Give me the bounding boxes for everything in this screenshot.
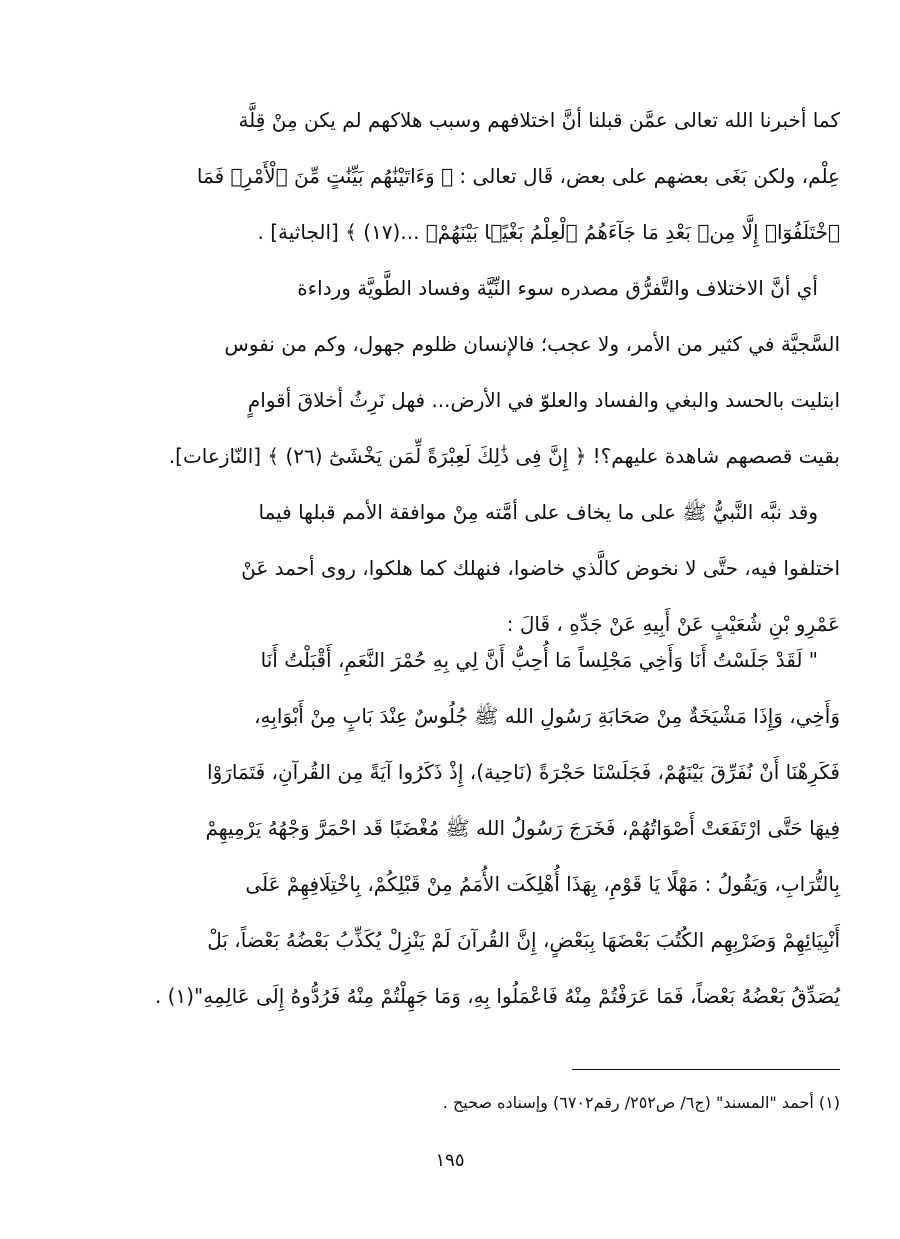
footnote-separator <box>572 1069 840 1070</box>
paragraph-line: وقد نبَّه النَّبيُّ ﷺ على ما يخاف على أمَّته مِنْ موافقة الأمم قبلها فيما <box>258 500 818 524</box>
paragraph-hadith-text <box>120 632 840 1024</box>
paragraph-line: أَنْبِيَائِهِمْ وَضَرْبِهِم الكُتُبَ بَعْضَهَا بِبَعْضٍ، إِنَّ القُرآنَ لَمْ يَنْزِلْ يُكَذِّبُ بَعْضُهُ بَعْضاً، بَلْ <box>207 928 840 952</box>
paragraph-line: اختلفوا فيه، حتَّى لا نخوض كالَّذي خاضوا، فنهلك كما هلكوا، روى أحمد عَنْ <box>241 556 840 580</box>
page-number: ١٩٥ <box>435 1150 465 1171</box>
paragraph-hadith-intro <box>120 484 840 652</box>
paragraph-line: عِلْم، ولكن بَغَى بعضهم على بعض، قَال تعالى : ﴿ وَءَاتَيْنَٰهُم بَيِّنَٰتٍ مِّنَ ٱلْأَمْرِۖ فَمَا <box>196 164 840 188</box>
paragraph-line: بقيت قصصهم شاهدة عليهم؟! ﴿ إِنَّ فِى ذَٰلِكَ لَعِبْرَةً لِّمَن يَخْشَىٰٓ (٢٦) ﴾ [النّازعات]. <box>168 444 840 468</box>
paragraph-line: يُصَدِّقُ بَعْضُهُ بَعْضاً، فَمَا عَرَفْتُمْ مِنْهُ فَاعْمَلُوا بِهِ، وَمَا جَهِلْتُمْ مِنْهُ فَرُدُّوهُ إِلَى عَالِمِهِ"(١) . <box>154 984 840 1008</box>
paragraph-line: بِالتُّرَابِ، وَيَقُولُ : مَهْلًا يَا قَوْمِ، بِهَذَا أُهْلِكَت الأُمَمُ مِنْ قَبْلِكُمْ، بِاخْتِلَافِهِمْ عَلَى <box>245 872 840 896</box>
footnote: (١) أحمد "المسند" (ج٦/ ص٢٥٢/ رقم٦٧٠٢) وإسناده صحيح . <box>442 1093 840 1112</box>
paragraph-line: وَأَخِي، وَإِذَا مَشْيَخَةٌ مِنْ صَحَابَةِ رَسُولِ الله ﷺ جُلُوسٌ عِنْدَ بَابٍ مِنْ أَبْوَابِهِ، <box>254 704 840 728</box>
paragraph-commentary <box>120 260 840 484</box>
paragraph-line: فَكَرِهْنَا أَنْ نُفَرِّقَ بَيْنَهُمْ، فَجَلَسْنَا حَجْرَةً (نَاحِية)، إِذْ ذَكَرُوا آيَةً مِن القُرآنِ، فَتَمَارَوْا <box>207 760 840 784</box>
paragraph-line: عَمْرِو بْنِ شُعَيْبٍ عَنْ أَبِيهِ عَنْ جَدِّهِ ، قَالَ : <box>506 612 840 636</box>
paragraph-line: ٱخْتَلَفُوٓا۟ إِلَّا مِنۢ بَعْدِ مَا جَآءَهُمُ ٱلْعِلْمُ بَغْيًۢا بَيْنَهُمْۚ ...(١٧) ﴾ [الجاثية] . <box>257 220 840 244</box>
paragraph-line: السَّجيَّة في كثير من الأمر، ولا عجب؛ فالإنسان ظلوم جهول، وكم من نفوس <box>224 332 840 356</box>
paragraph-line: كما أخبرنا الله تعالى عمَّن قبلنا أنَّ اختلافهم وسبب هلاكهم لم يكن مِنْ قِلَّة <box>238 108 840 132</box>
paragraph-line: ابتليت بالحسد والبغي والفساد والعلوّ في الأرض... فهل نَرِثُ أخلاقَ أقوامٍ <box>247 388 840 412</box>
paragraph-line: أي أنَّ الاختلاف والتَّفرُّق مصدره سوء النِّيَّة وفساد الطَّويَّة ورداءة <box>297 276 818 300</box>
paragraph-quran-aljathiya <box>120 92 840 260</box>
paragraph-line: " لَقَدْ جَلَسْتُ أَنَا وَأَخِي مَجْلِساً مَا أُحِبُّ أَنَّ لِي بِهِ حُمْرَ النَّعَمِ، أَقْبَلْتُ أَنَا <box>260 648 818 672</box>
paragraph-line: فِيهَا حَتَّى ارْتَفَعَتْ أَصْوَاتُهُمْ، فَخَرَجَ رَسُولُ الله ﷺ مُغْضَبًا قَد احْمَرَّ وَجْهُهُ يَرْمِيهِمْ <box>205 816 840 840</box>
